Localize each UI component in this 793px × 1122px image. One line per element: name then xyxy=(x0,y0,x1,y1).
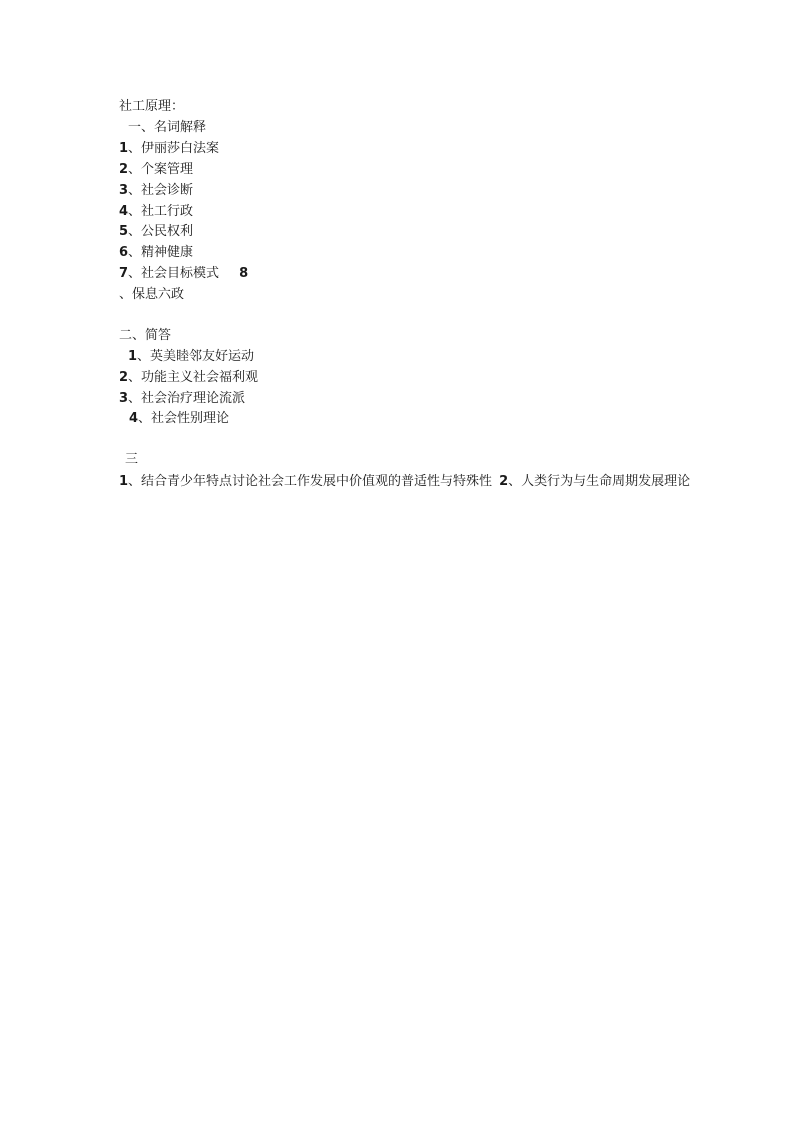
section3-paragraph xyxy=(119,471,699,492)
list-item xyxy=(119,287,184,303)
list-item xyxy=(119,141,219,157)
item-number: 2 xyxy=(499,474,509,489)
item-text: 、精神健康 xyxy=(128,245,194,260)
item-number: 5 xyxy=(119,224,129,239)
item-text: 、社会性别理论 xyxy=(138,411,230,426)
item-number: 4 xyxy=(119,204,129,219)
document-title: 社工原理： xyxy=(119,99,185,114)
item-number: 6 xyxy=(119,245,129,260)
item-number: 1 xyxy=(128,349,138,364)
item-text: 、社工行政 xyxy=(128,204,194,219)
list-item xyxy=(119,266,248,282)
item-number: 4 xyxy=(129,411,139,426)
list-item xyxy=(119,162,193,178)
list-item xyxy=(128,349,254,365)
item-text: 、社会目标模式 xyxy=(128,266,220,281)
item-number: 3 xyxy=(119,391,129,406)
item-number: 1 xyxy=(119,474,129,489)
list-item xyxy=(119,391,245,407)
section1-heading: 一、名词解释 xyxy=(128,120,207,135)
item-text: 、社会诊断 xyxy=(128,183,194,198)
item-text: 、社会治疗理论流派 xyxy=(128,391,246,406)
item-text: 、功能主义社会福利观 xyxy=(128,370,259,385)
item-text: 、英美睦邻友好运动 xyxy=(137,349,255,364)
item-number: 7 xyxy=(119,266,129,281)
list-item xyxy=(119,245,193,261)
section3-heading: 三 xyxy=(125,452,139,467)
item-text: 、公民权利 xyxy=(128,224,194,239)
item-text: 、个案管理 xyxy=(128,162,194,177)
item-number: 3 xyxy=(119,183,129,198)
item-text: 、保息六政 xyxy=(119,287,185,302)
item-number: 2 xyxy=(119,162,129,177)
list-item xyxy=(119,204,193,220)
item-text: 、结合青少年特点讨论社会工作发展中价值观的普适性与特殊性 xyxy=(128,474,493,489)
item-number: 1 xyxy=(119,141,129,156)
list-item xyxy=(119,183,193,199)
item-number: 8 xyxy=(239,266,249,281)
item-number: 2 xyxy=(119,370,129,385)
list-item xyxy=(119,370,258,386)
list-item xyxy=(119,224,193,240)
item-text: 、人类行为与生命周期发展理论 xyxy=(508,474,691,489)
section2-heading: 二、简答 xyxy=(119,328,172,343)
item-text: 、伊丽莎白法案 xyxy=(128,141,220,156)
list-item xyxy=(129,411,229,427)
